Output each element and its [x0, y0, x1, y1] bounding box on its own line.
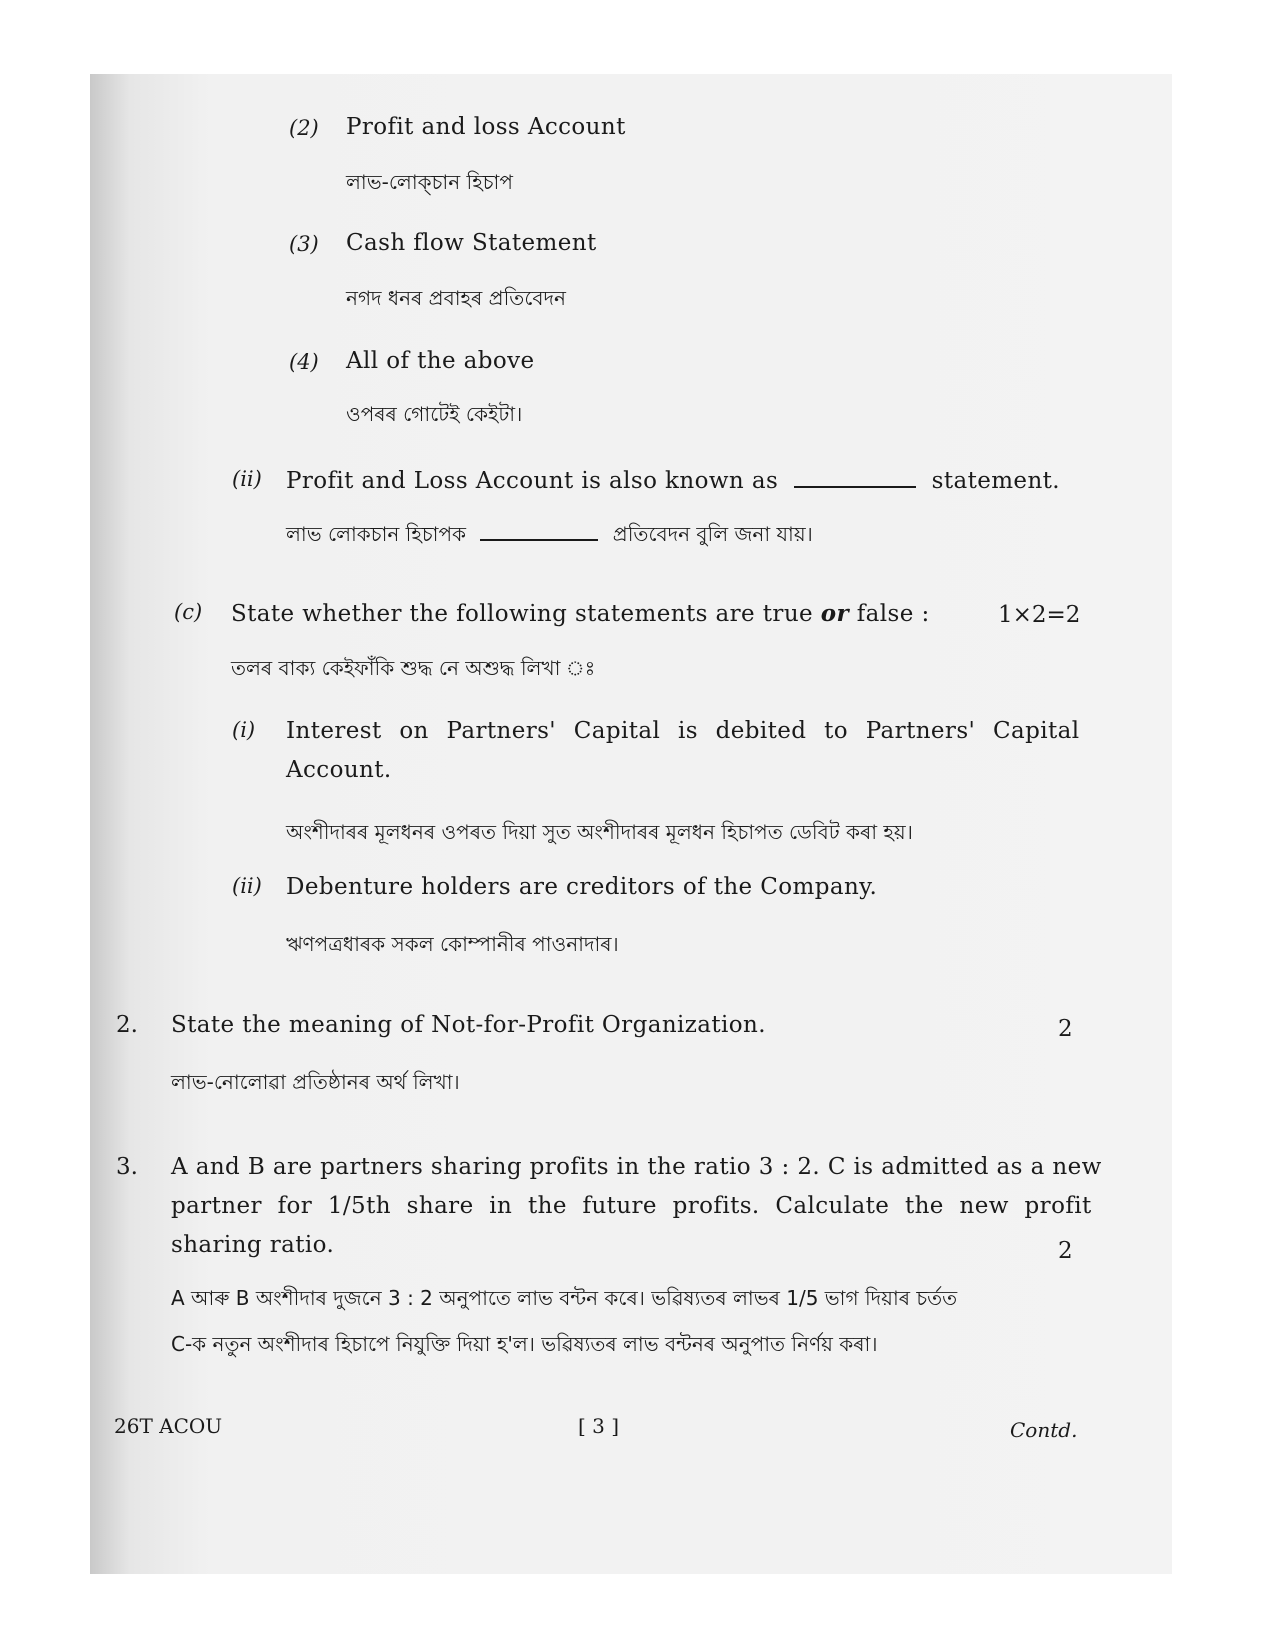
statement-number: (i) [232, 718, 256, 742]
question-text: State the meaning of Not-for-Profit Organization. [171, 1012, 766, 1038]
answer-blank [794, 468, 916, 488]
paper-code: 26T ACOU [114, 1414, 223, 1438]
marks: 1×2=2 [998, 602, 1081, 628]
option-text: All of the above [346, 348, 535, 374]
fill-blank-as-post: প্ৰতিবেদন বুলি জনা যায়। [612, 522, 813, 546]
question-text-assamese: লাভ-নোলোৱা প্ৰতিষ্ঠানৰ অৰ্থ লিখা। [171, 1070, 460, 1094]
marks: 2 [1058, 1238, 1073, 1264]
marks: 2 [1058, 1016, 1073, 1042]
section-title-or: or [820, 600, 850, 627]
option-text: Cash flow Statement [346, 230, 597, 256]
question-number: 3. [116, 1154, 138, 1180]
section-title-assamese: তলৰ বাক্য কেইফাঁকি শুদ্ধ নে অশুদ্ধ লিখা ঃ [231, 656, 596, 680]
section-title-pre: State whether the following statements are true [231, 601, 814, 627]
fill-blank-text-post: statement. [931, 468, 1061, 494]
option-number: (3) [289, 232, 319, 256]
section-title [231, 600, 930, 627]
option-text-assamese: নগদ ধনৰ প্ৰবাহৰ প্ৰতিবেদন [346, 286, 566, 310]
statement-text-assamese: অংশীদাৰৰ মূলধনৰ ওপৰত দিয়া সুত অংশীদাৰৰ মূলধন হিচাপত ডেবিট কৰা হয়। [286, 820, 913, 844]
statement-text: Debenture holders are creditors of the Company. [286, 874, 878, 900]
answer-blank [480, 521, 598, 541]
option-number: (4) [289, 350, 319, 374]
fill-blank-question-assamese [286, 520, 813, 553]
section-letter: (c) [174, 600, 203, 624]
question-number: 2. [116, 1012, 138, 1038]
fill-blank-text-pre: Profit and Loss Account is also known as [286, 468, 779, 494]
statement-number: (ii) [232, 874, 262, 898]
question-text-assamese: A আৰু B অংশীদাৰ দুজনে 3 : 2 অনুপাতে লাভ বন্টন কৰে। ভৱিষ্যতৰ লাভৰ 1/5 ভাগ দিয়াৰ চৰ্তত [171, 1286, 958, 1310]
option-text: Profit and loss Account [346, 114, 626, 140]
continued-label: Contd. [1010, 1418, 1078, 1442]
question-text: A and B are partners sharing profits in the ratio 3 : 2. C is admitted as a new [171, 1154, 1102, 1180]
statement-text-cont: Account. [286, 757, 392, 783]
option-number: (2) [289, 116, 319, 140]
option-text-assamese: ওপৰৰ গোটেই কেইটা। [346, 402, 523, 426]
statement-text: Interest on Partners' Capital is debited to Partners' Capital [286, 718, 1080, 744]
option-text-assamese: লাভ-লোক্‌চান হিচাপ [346, 170, 513, 194]
scanned-page [90, 74, 1172, 1574]
question-text-assamese-cont: C-ক নতুন অংশীদাৰ হিচাপে নিযুক্তি দিয়া হ'ল। ভৱিষ্যতৰ লাভ বন্টনৰ অনুপাত নিৰ্ণয় কৰা। [171, 1332, 878, 1356]
question-part-number: (ii) [232, 467, 262, 491]
statement-text-assamese: ঋণপত্ৰধাৰক সকল কোম্পানীৰ পাওনাদাৰ। [286, 932, 619, 956]
fill-blank-question [286, 468, 1060, 494]
fill-blank-as-pre: লাভ লোকচান হিচাপক [286, 522, 467, 546]
page-number: [ 3 ] [578, 1414, 620, 1438]
section-title-post: false : [856, 601, 930, 627]
question-text-cont: partner for 1/5th share in the future profits. Calculate the new profit [171, 1193, 1092, 1219]
question-text-cont: sharing ratio. [171, 1232, 335, 1258]
